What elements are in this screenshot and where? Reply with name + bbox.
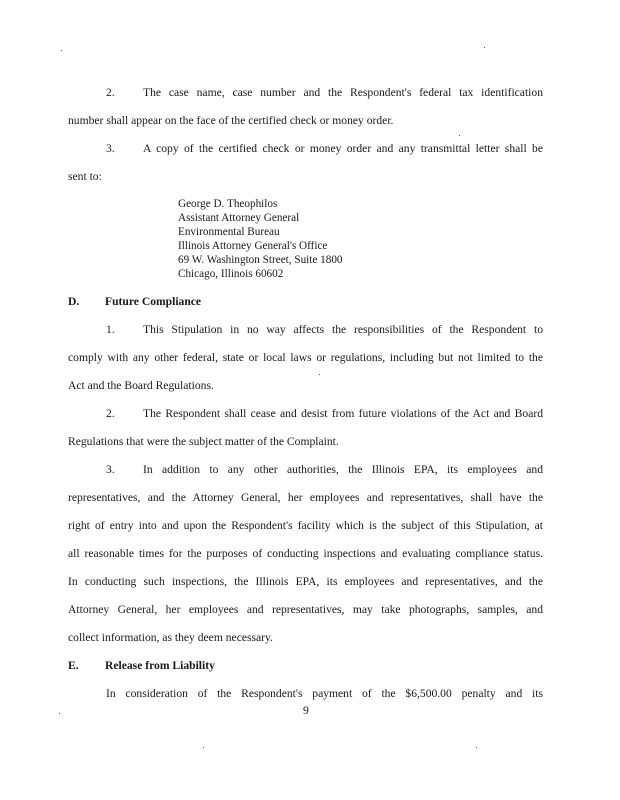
section-title: Future Compliance	[105, 295, 202, 308]
paragraph-line: In consideration of the Respondent's payment of the $6,500.00 penalty and its	[106, 687, 543, 700]
paragraph-line: comply with any other federal, state or local laws or regulations, including but not limited to the	[68, 351, 543, 364]
paragraph-line: all reasonable times for the purposes of conducting inspections and evaluating compliance status.	[68, 547, 543, 560]
paragraph-line: The Respondent shall cease and desist from future violations of the Act and Board	[143, 407, 543, 420]
scan-speck	[319, 374, 320, 375]
section-letter: E.	[68, 659, 79, 672]
paragraph-number: 2.	[106, 407, 115, 420]
address-line: 69 W. Washington Street, Suite 1800	[178, 254, 343, 267]
paragraph-line: In conducting such inspections, the Illinois EPA, its employees and representatives, and the	[68, 575, 543, 588]
paragraph-line: right of entry into and upon the Respondent's facility which is the subject of this Stipulation, at	[68, 519, 543, 532]
address-line: George D. Theophilos	[178, 198, 278, 210]
paragraph-line: This Stipulation in no way affects the responsibilities of the Respondent to	[143, 323, 543, 336]
address-line: Assistant Attorney General	[178, 212, 300, 225]
paragraph-number: 2.	[106, 86, 115, 99]
paragraph-line: sent to:	[68, 170, 102, 183]
section-title: Release from Liability	[105, 659, 215, 672]
paragraph-number: 3.	[106, 142, 115, 155]
address-line: Chicago, Illinois 60602	[178, 268, 284, 281]
paragraph-line: representatives, and the Attorney General, her employees and representatives, shall have the	[68, 491, 543, 504]
paragraph-line: In addition to any other authorities, the Illinois EPA, its employees and	[143, 463, 543, 476]
scan-speck	[476, 747, 477, 748]
paragraph-line: number shall appear on the face of the certified check or money order.	[68, 114, 394, 127]
address-line: Illinois Attorney General's Office	[178, 240, 328, 253]
paragraph-line: Attorney General, her employees and representatives, may take photographs, samples, and	[68, 603, 543, 616]
paragraph-line: Regulations that were the subject matter of the Complaint.	[68, 435, 339, 448]
paragraph-number: 1.	[106, 323, 115, 336]
scan-speck	[484, 47, 485, 48]
page-number: 9	[303, 704, 309, 717]
scan-speck	[203, 747, 204, 748]
paragraph-line: A copy of the certified check or money order and any transmittal letter shall be	[143, 142, 543, 155]
paragraph-line: Act and the Board Regulations.	[68, 379, 214, 392]
scan-speck	[61, 50, 62, 51]
scan-speck	[59, 713, 60, 714]
scan-speck	[459, 135, 460, 136]
section-letter: D.	[68, 295, 80, 308]
paragraph-line: The case name, case number and the Respondent's federal tax identification	[143, 86, 543, 99]
address-line: Environmental Bureau	[178, 226, 280, 239]
address-block	[178, 197, 343, 282]
paragraph-number: 3.	[106, 463, 115, 476]
paragraph-line: collect information, as they deem necessary.	[68, 631, 273, 644]
